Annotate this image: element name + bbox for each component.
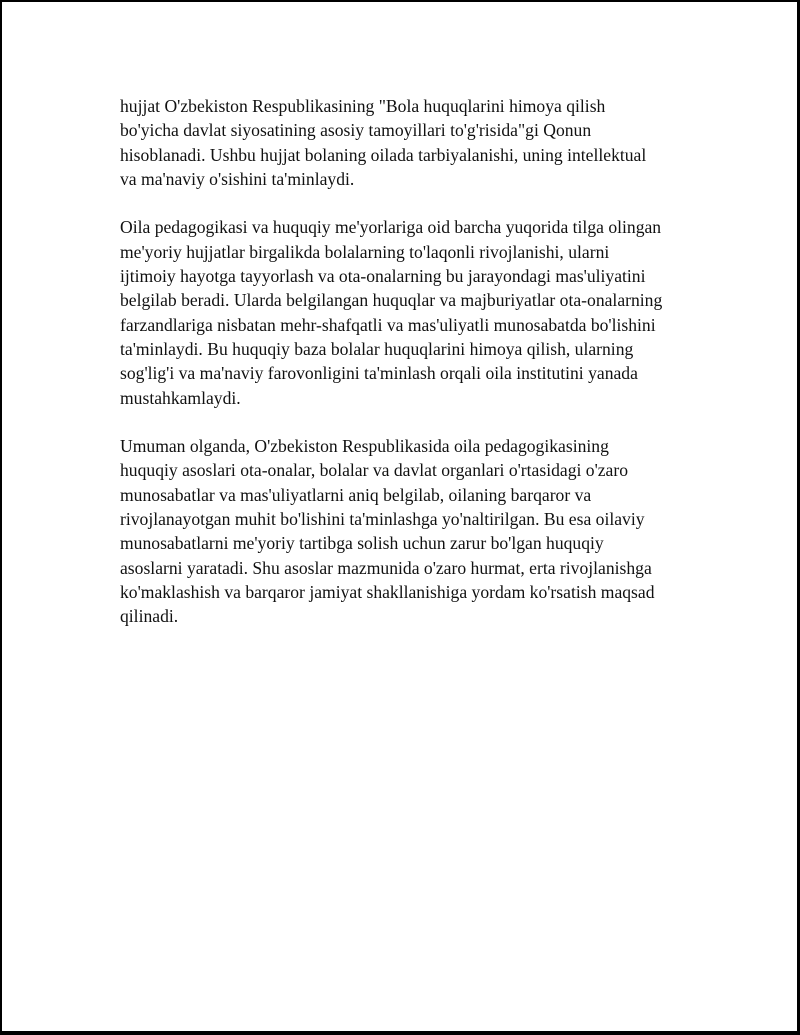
text-line: va ma'naviy o'sishini ta'minlaydi. (120, 168, 355, 189)
text-line: rivojlanayotgan muhit bo'lishini ta'minlashga yo'naltirilgan. Bu esa oilaviy (120, 509, 645, 530)
document-body (120, 94, 720, 653)
paragraph-3 (120, 434, 720, 628)
text-line: ko'maklashish va barqaror jamiyat shakllanishiga yordam ko'rsatish maqsad (120, 581, 655, 602)
text-line: ijtimoiy hayotga tayyorlash va ota-onalarning bu jarayondagi mas'uliyatini (120, 266, 646, 287)
text-line: munosabatlar va mas'uliyatlarni aniq belgilab, oilaning barqaror va (120, 484, 592, 505)
text-line: mustahkamlaydi. (120, 387, 241, 408)
text-line: bo'yicha davlat siyosatining asosiy tamoyillari to'g'risida"gi Qonun (120, 120, 592, 141)
text-line: Umuman olganda, O'zbekiston Respublikasida oila pedagogikasining (120, 436, 609, 457)
text-line: hisoblanadi. Ushbu hujjat bolaning oilada tarbiyalanishi, uning intellektual (120, 144, 647, 165)
paragraph-1 (120, 94, 720, 191)
text-line: qilinadi. (120, 606, 179, 627)
text-line: asoslarni yaratadi. Shu asoslar mazmunida o'zaro hurmat, erta rivojlanishga (120, 557, 652, 578)
text-line: sog'lig'i va ma'naviy farovonligini ta'minlash orqali oila institutini yanada (120, 363, 638, 384)
text-line: me'yoriy hujjatlar birgalikda bolalarning to'laqonli rivojlanishi, ularni (120, 241, 610, 262)
text-line: hujjat O'zbekiston Respublikasining "Bola huquqlarini himoya qilish (120, 96, 606, 116)
text-line: farzandlariga nisbatan mehr-shafqatli va mas'uliyatli munosabatda bo'lishini (120, 314, 656, 335)
text-line: belgilab beradi. Ularda belgilangan huquqlar va majburiyatlar ota-onalarning (120, 290, 663, 311)
paragraph-2 (120, 215, 720, 409)
text-line: huquqiy asoslari ota-onalar, bolalar va davlat organlari o'rtasidagi o'zaro (120, 460, 629, 481)
text-line: ta'minlaydi. Bu huquqiy baza bolalar huquqlarini himoya qilish, ularning (120, 338, 634, 359)
text-line: Oila pedagogikasi va huquqiy me'yorlariga oid barcha yuqorida tilga olingan (120, 217, 662, 238)
text-line: munosabatlarni me'yoriy tartibga solish uchun zarur bo'lgan huquqiy (120, 533, 604, 554)
